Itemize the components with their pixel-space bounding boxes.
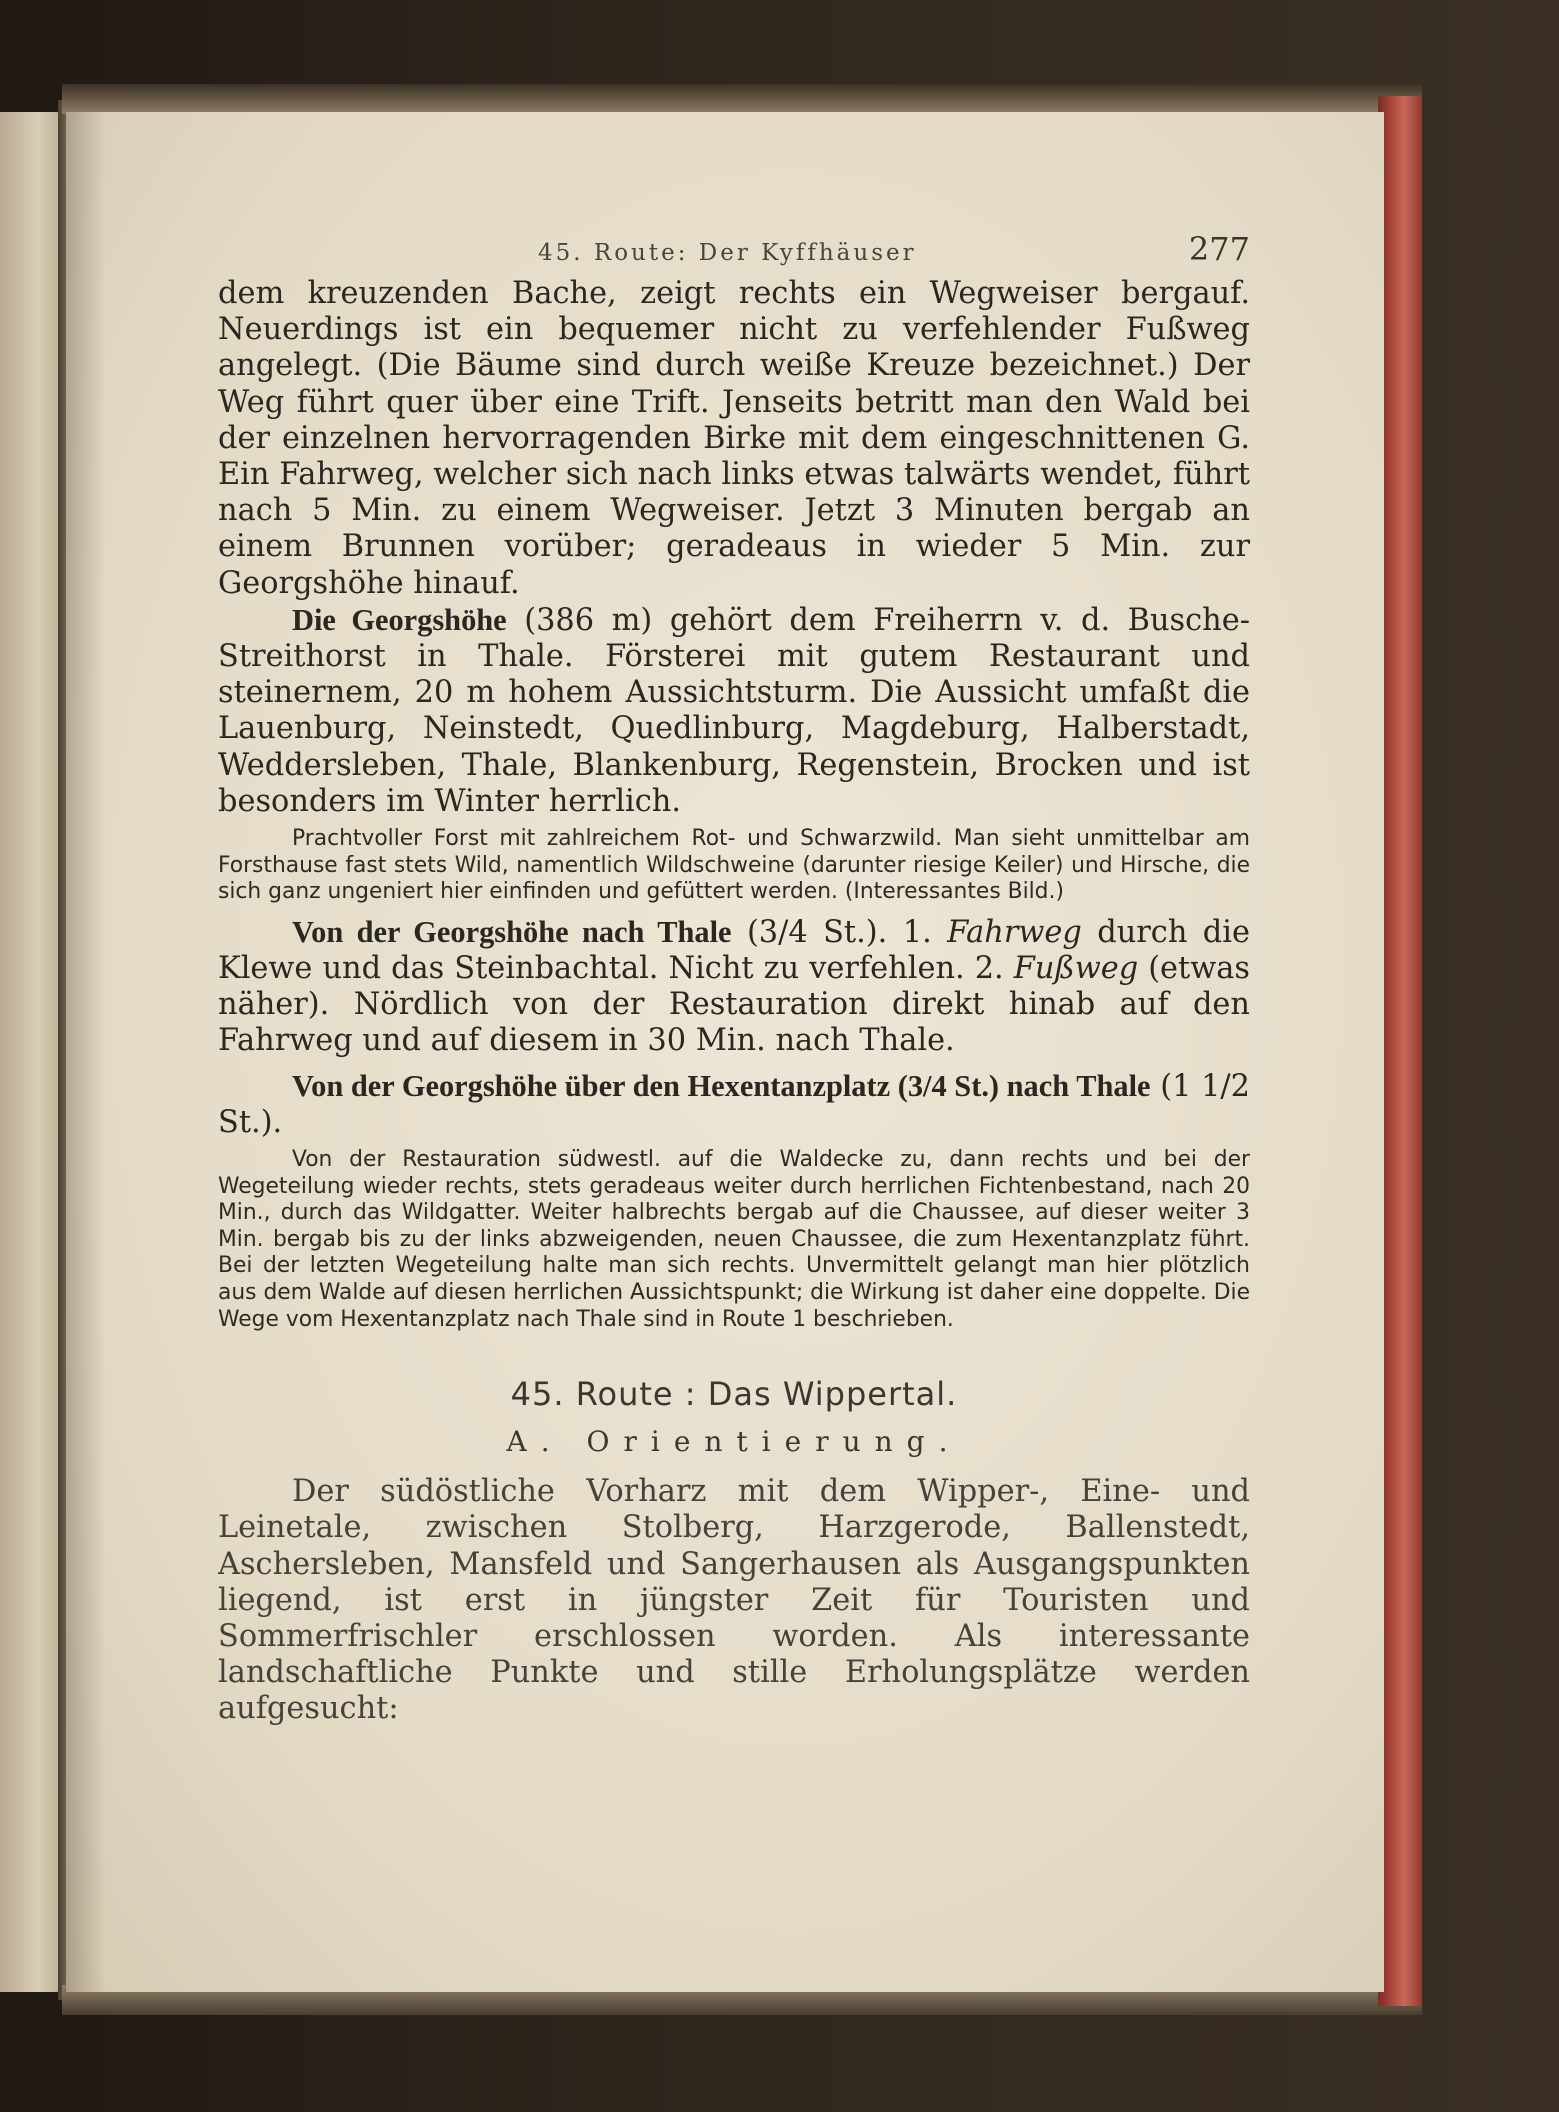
heading-georgshoehe: Die Georgshöhe [292, 602, 507, 637]
italic-fussweg: Fußweg [1013, 951, 1139, 987]
book-fore-edge [1378, 96, 1422, 2006]
left-page-edge [0, 112, 64, 1992]
route-heading: 45. Route : Das Wippertal. [510, 1375, 958, 1414]
footnote-forst: Prachtvoller Forst mit zahlreichem Rot- und Schwarzwild. Man sieht unmittelbar am Forsthause fast stets Wild, namentlich Wildschweine (darunter riesige Keiler) und Hirsche, die sich ganz ungeniert hier einfinden und gefüttert werden. (Interessantes Bild.) [218, 826, 1250, 905]
text-segment: (etwas näher). Nördlich von der Restauration direkt hinab auf den Fahrweg und auf diesem in 30 Min. nach Thale. [218, 951, 1250, 1059]
italic-fahrweg: Fahrweg [947, 914, 1082, 950]
page-number: 277 [1188, 230, 1250, 268]
running-header [218, 226, 1250, 276]
paragraph-nach-thale [218, 914, 1250, 1060]
page-text [218, 226, 1250, 1728]
header-title: 45. Route: Der Kyffhäuser [538, 240, 917, 266]
paragraph-georgshoehe [218, 602, 1250, 820]
heading-hexentanzplatz: Von der Georgshöhe über den Hexentanzplatz (3/4 St.) nach Thale [292, 1068, 1151, 1103]
paragraph-wippertal: Der südöstliche Vorharz mit dem Wipper-, Eine- und Leinetale, zwischen Stolberg, Harzgerode, Ballenstedt, Aschersleben, Mansfeld und Sangerhausen als Ausgangspunkten liegend, ist erst in jüngster Zeit für Touristen und Sommerfrischler erschlossen worden. Als interessante landschaftliche Punkte und stille Erholungsplätze werden aufgesucht: [218, 1474, 1250, 1727]
book-top-edge [62, 84, 1422, 114]
gutter-shadow [66, 112, 106, 1992]
heading-nach-thale: Von der Georgshöhe nach Thale [292, 914, 732, 949]
text-segment: (3/4 St.). 1. [731, 914, 948, 950]
text-segment: (1 1/2 St.). [218, 1068, 1250, 1140]
paragraph-georgshoehe-text: (386 m) gehört dem Freiherrn v. d. Busche-Streithorst in Thale. Försterei mit gutem Restaurant und steinernem, 20 m hohem Aussichtsturm. Die Aussicht umfaßt die Lauenburg, Neinstedt, Quedlinburg, Magdeburg, Halberstadt, Weddersleben, Thale, Blankenburg, Regenstein, Brocken und ist besonders im Winter herrlich. [218, 602, 1250, 819]
paragraph-1: dem kreuzenden Bache, zeigt rechts ein Wegweiser bergauf. Neuerdings ist ein bequemer nicht zu verfehlender Fußweg angelegt. (Die Bäume sind durch weiße Kreuze bezeichnet.) Der Weg führt quer über eine Trift. Jenseits betritt man den Wald bei der einzelnen hervorragenden Birke mit dem eingeschnittenen G. Ein Fahrweg, welcher sich nach links etwas talwärts wendet, führt nach 5 Min. zu einem Wegweiser. Jetzt 3 Minuten bergab an einem Brunnen vorüber; geradeaus in wieder 5 Min. zur Georgshöhe hinauf. [218, 276, 1250, 601]
text-segment: durch die Klewe und das Steinbachtal. Nicht zu verfehlen. 2. [218, 914, 1250, 987]
paragraph-hexentanzplatz [218, 1068, 1250, 1141]
note-restauration: Von der Restauration südwestl. auf die Waldecke zu, dann rechts und bei der Wegeteilung wieder rechts, stets geradeaus weiter durch herrlichen Fichtenbestand, nach 20 Min., durch das Wildgatter. Weiter halbrechts bergab auf die Chaussee, auf dieser weiter 3 Min. bergab bis zu der links abzweigenden, neuen Chaussee, die zum Hexentanzplatz führt. Bei der letzten Wegeteilung halte man sich rechts. Unvermittelt gelangt man hier plötzlich aus dem Walde auf diesen herrlichen Aussichtspunkt; die Wirkung ist daher eine doppelte. Die Wege vom Hexentanzplatz nach Thale sind in Route 1 beschrieben. [218, 1147, 1250, 1332]
section-subheading: A. Orientierung. [506, 1425, 962, 1459]
